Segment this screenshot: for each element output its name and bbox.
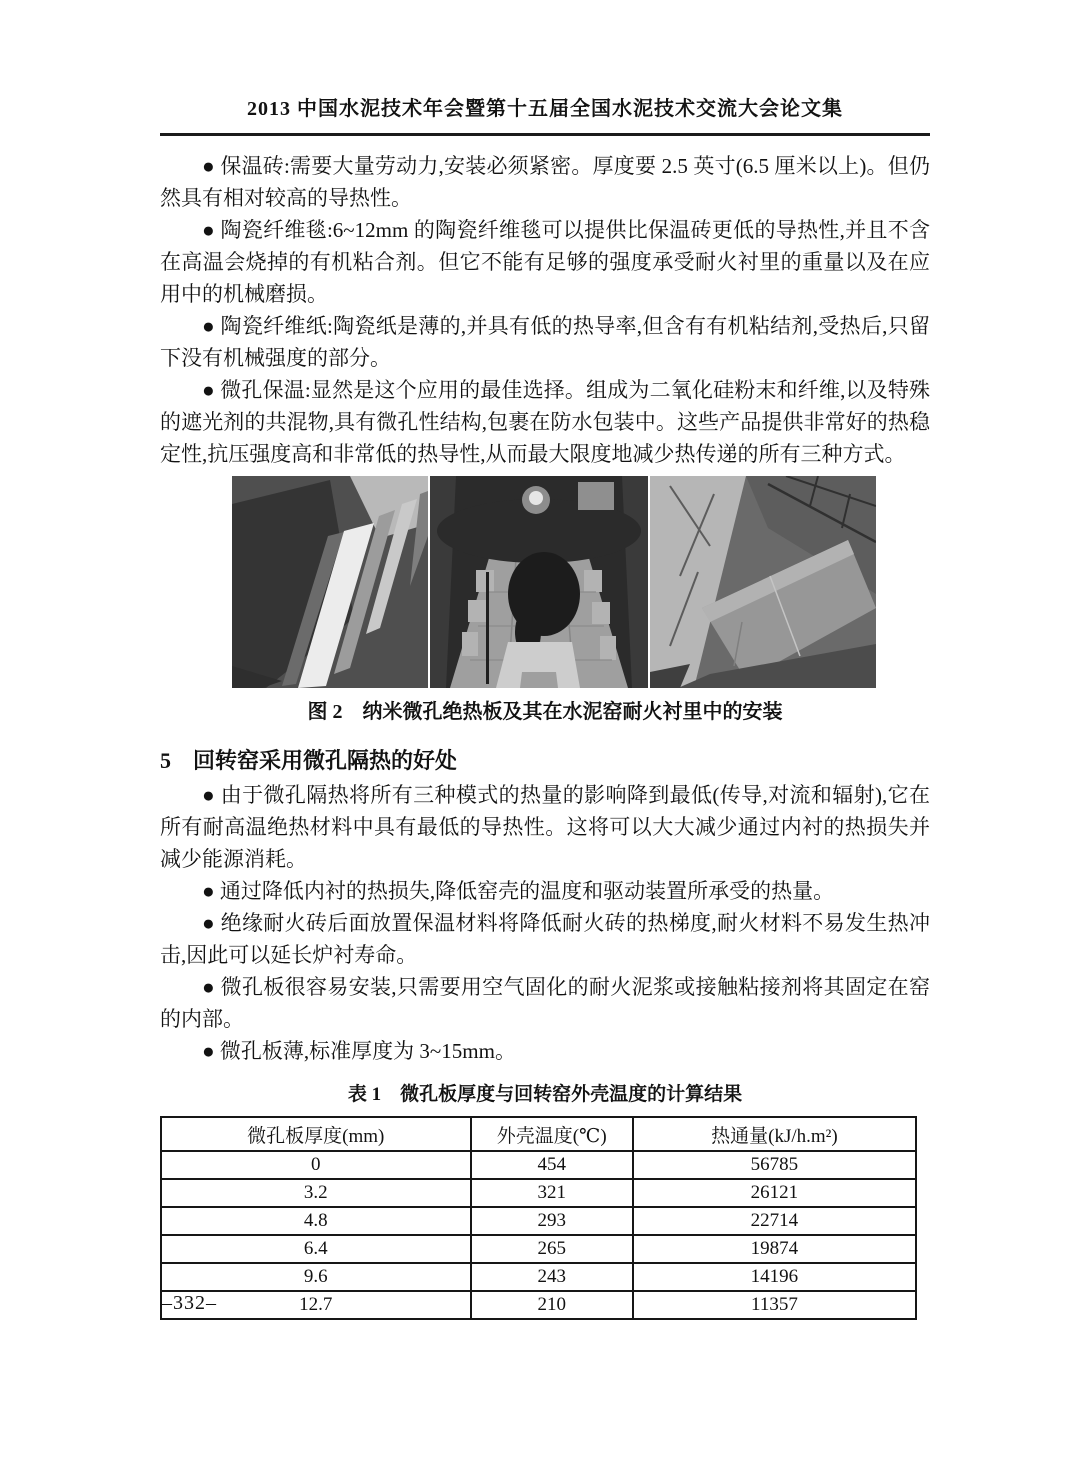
cell-thickness: 9.6 <box>161 1263 471 1291</box>
cell-heat-flux: 19874 <box>633 1235 916 1263</box>
table-row <box>161 1291 916 1319</box>
bullet-paragraph-lowest-conductivity: ● 由于微孔隔热将所有三种模式的热量的影响降到最低(传导,对流和辐射),它在所有耐高温绝热材料中具有最低的导热性。这将可以大大减少通过内衬的热损失并减少能源消耗。 <box>160 783 930 871</box>
table-row <box>161 1263 916 1291</box>
cell-heat-flux: 56785 <box>633 1151 916 1179</box>
kiln-interior-installation-photo <box>430 476 648 688</box>
cell-heat-flux: 22714 <box>633 1207 916 1235</box>
table-row <box>161 1235 916 1263</box>
col-header-heat-flux: 热通量(kJ/h.m²) <box>633 1117 916 1151</box>
cell-temperature: 293 <box>471 1207 633 1235</box>
table-1-title: 表 1 微孔板厚度与回转窑外壳温度的计算结果 <box>347 1084 743 1105</box>
col-header-board-thickness: 微孔板厚度(mm) <box>161 1117 471 1151</box>
figure-2-photo-strip <box>232 476 876 688</box>
bullet-paragraph-insulating-brick: ● 保温砖:需要大量劳动力,安装必须紧密。厚度要 2.5 英寸(6.5 厘米以上)。但仍然具有相对较高的导热性。 <box>160 154 930 210</box>
cell-heat-flux: 26121 <box>633 1179 916 1207</box>
bullet-paragraph-microporous-insulation: ● 微孔保温:显然是这个应用的最佳选择。组成为二氧化硅粉末和纤维,以及特殊的遮光剂的共混物,具有微孔性结构,包裹在防水包装中。这些产品提供非常好的热稳定性,抗压强度高和非常低的热导性,从而最大限度地减少热传递的所有三种方式。 <box>160 378 930 466</box>
bullet-paragraph-easy-installation: ● 微孔板很容易安装,只需要用空气固化的耐火泥浆或接触粘接剂将其固定在窑的内部。 <box>160 975 930 1031</box>
col-header-shell-temperature: 外壳温度(℃) <box>471 1117 633 1151</box>
bullet-paragraph-board-thickness: ● 微孔板薄,标准厚度为 3~15mm。 <box>202 1039 516 1063</box>
microporous-insulation-boards-photo <box>232 476 428 688</box>
cell-heat-flux: 14196 <box>633 1263 916 1291</box>
cell-thickness: 3.2 <box>161 1179 471 1207</box>
kiln-refractory-lining-photo <box>650 476 876 688</box>
header-rule <box>160 133 930 136</box>
figure-2-caption: 图 2 纳米微孔绝热板及其在水泥窑耐火衬里中的安装 <box>307 701 783 723</box>
cell-temperature: 210 <box>471 1291 633 1319</box>
table-row <box>161 1207 916 1235</box>
cell-temperature: 243 <box>471 1263 633 1291</box>
bullet-paragraph-ceramic-fiber-blanket: ● 陶瓷纤维毯:6~12mm 的陶瓷纤维毯可以提供比保温砖更低的导热性,并且不含在高温会烧掉的有机粘合剂。但它不能有足够的强度承受耐火衬里的重量以及在应用中的机械磨损。 <box>160 218 930 306</box>
cell-heat-flux: 11357 <box>633 1291 916 1319</box>
table-row <box>161 1179 916 1207</box>
section-5-heading: 5 回转窑采用微孔隔热的好处 <box>160 748 458 773</box>
cell-thickness: 0 <box>161 1151 471 1179</box>
cell-thickness: 6.4 <box>161 1235 471 1263</box>
page-number: –332– <box>162 1292 217 1314</box>
table-header-row <box>161 1117 916 1151</box>
cell-temperature: 321 <box>471 1179 633 1207</box>
cell-temperature: 454 <box>471 1151 633 1179</box>
bullet-paragraph-ceramic-fiber-paper: ● 陶瓷纤维纸:陶瓷纸是薄的,并具有低的热导率,但含有有机粘结剂,受热后,只留下没有机械强度的部分。 <box>160 314 930 370</box>
page-content <box>160 96 930 1320</box>
cell-thickness: 12.7 <box>161 1291 471 1319</box>
bullet-paragraph-thermal-gradient: ● 绝缘耐火砖后面放置保温材料将降低耐火砖的热梯度,耐火材料不易发生热冲击,因此可以延长炉衬寿命。 <box>160 911 930 967</box>
table-row <box>161 1151 916 1179</box>
cell-thickness: 4.8 <box>161 1207 471 1235</box>
bullet-paragraph-shell-temperature: ● 通过降低内衬的热损失,降低窑壳的温度和驱动装置所承受的热量。 <box>202 879 835 903</box>
table-1 <box>160 1116 917 1320</box>
running-header: 2013 中国水泥技术年会暨第十五届全国水泥技术交流大会论文集 <box>247 98 843 120</box>
cell-temperature: 265 <box>471 1235 633 1263</box>
